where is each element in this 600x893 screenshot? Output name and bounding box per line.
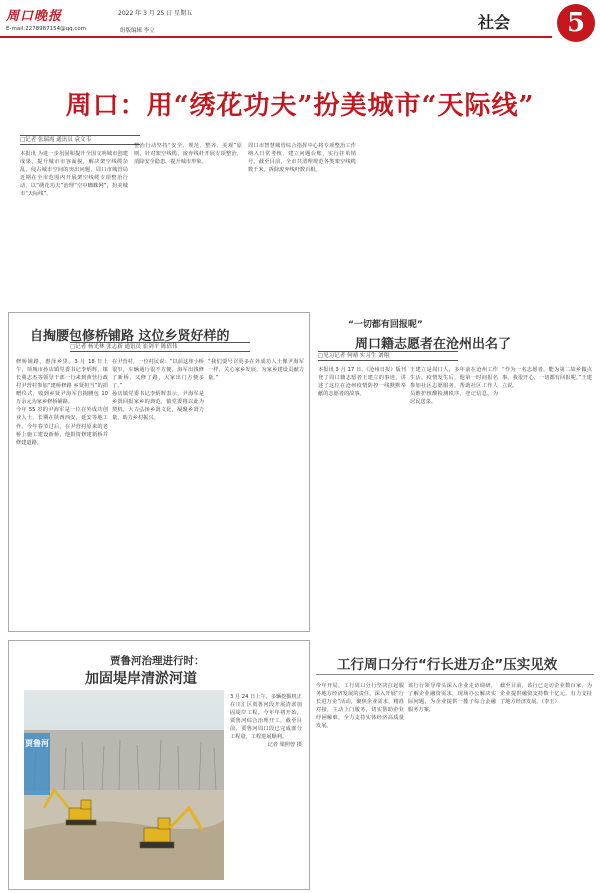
story3-column-2 xyxy=(410,366,498,631)
story2-column-2 xyxy=(112,358,204,626)
story3-column-1 xyxy=(318,366,406,631)
story5-column-2 xyxy=(408,682,496,887)
photo-illustration xyxy=(24,690,224,880)
story4-headline[interactable]: 加固堤岸清淤河道 xyxy=(85,671,197,687)
story3-byline: □见习记者 何晴 实习生 刘翔 xyxy=(318,351,458,361)
story3-paragraph: “作为一名志愿者，能为第二故乡做点事，我很开心，一切都有回报呢。”王建立说。 xyxy=(502,367,592,390)
lead-byline: □记者 张瑞霞 通讯员 袁文韦 xyxy=(20,135,140,145)
lead-column-2 xyxy=(134,142,242,305)
story5-headline[interactable]: 工行周口分行“行长进万企”压实见效 xyxy=(337,657,558,673)
story2-headline[interactable]: 自掏腰包修桥铺路 这位乡贤好样的 xyxy=(30,329,230,344)
section-title: 社会 xyxy=(478,13,511,32)
lead-column-4 xyxy=(362,142,470,305)
lead-column-3 xyxy=(248,142,356,305)
story3-column-3 xyxy=(502,366,592,631)
story4-kicker: 贾鲁河治理进行时： xyxy=(110,655,205,667)
story3-paragraph: 本报讯 3 月 17 日，《沧州日报》版刊登了周口籍志愿者王建立的事迹，讲述了这位在沧州疫情防控一线默默奉献的志愿者的故事。 xyxy=(318,367,406,398)
story5-divider xyxy=(316,674,594,675)
story5-paragraph: 该行行领导带头深入企业走访调研，了解企业融资需求，现场办公解决实际问题，为企业提供一揽子综合金融服务方案。 xyxy=(408,683,496,714)
story5-paragraph: 今年开局，工行周口分行坚决扛起服务地方经济发展的责任，深入开展“行长进万企”活动，聚焦企业需求，精准对接，主动上门服务，切实帮助企业纾困解难，全力支持实体经济高质量发展。 xyxy=(316,683,404,730)
story2-byline: □记者 杨光林 张志新 通讯员 崔剑平 陈倩伟 xyxy=(70,342,250,352)
story2-paragraph: 今年 55 岁的尹海军是一位在外成功创业人士，长期在陕西西安、延安等地工作。今年春节过后，在尹营村原来的老桥上施工建设新桥，他捐资修建新桥并修建道路。 xyxy=(16,407,108,446)
excavator-river-photo xyxy=(24,690,224,880)
story5-column-1 xyxy=(316,682,404,887)
contact-email: E-mail:2278987154@qq.com xyxy=(6,26,87,32)
story2-paragraph: 孙店镇党委书记李炳辉表示，尹海军是乡贤回报家乡的典范，镇党委将以此为契机，大力弘扬乡贤文化，凝聚乡贤力量，助力乡村振兴。 xyxy=(112,391,204,422)
page-number-badge: 5 xyxy=(557,4,595,42)
lead-paragraph: 本报讯 为进一步巩固和提升全国文明城市创建成果，提升城市市容面貌，解决架空线缆杂乱、侵占城市空间的突出问题，周口市城管局近期在全市范围内开展架空线缆专项整治行动，以“绣花功夫”治理“空中蜘蛛网”，扮美城市“天际线”。 xyxy=(20,151,128,198)
header-divider xyxy=(0,36,552,38)
issue-date: 2022 年 3 月 25 日 星期五 xyxy=(118,10,193,17)
lead-headline[interactable]: 周口：用“绣花功夫”扮美城市“天际线” xyxy=(65,91,535,121)
lead-paragraph: 整治行动坚持“安全、规范、整齐、美观”原则，针对架空线缆、废弃线杆开展专项整治，消除安全隐患，提升城市形象。 xyxy=(134,143,242,166)
photo-label-box: 贾鲁河 xyxy=(24,733,50,795)
story4-text-column xyxy=(230,693,302,883)
story3-paragraph: 王建立是周口人，多年前在沧州工作生活。疫情发生后，他第一时间报名参加社区志愿服务，帮助社区工作人员维护核酸检测秩序、登记信息、为居民送菜。 xyxy=(410,367,498,406)
lead-paragraph: 周口市智慧城管综合指挥中心将专项整治工作纳入日常考核，建立问题台账，实行挂单销号。截至目前，全市共清理规范各类架空线缆数千米，拆除废弃线杆数百根。 xyxy=(248,143,356,174)
story5-paragraph: 截至目前，该行已走访企业数百家，为企业提供融资支持数十亿元，有力支持了地方经济发展。（李玉） xyxy=(500,683,592,706)
story3-headline[interactable]: 周口籍志愿者在沧州出名了 xyxy=(355,337,512,352)
lead-column-5 xyxy=(476,142,588,305)
story4-photo-credit: 记者 梁照曾 摄 xyxy=(267,742,302,749)
layout-editor: 组版编辑 李立 xyxy=(120,28,155,34)
story2-paragraph: 在尹营村，一位村民说：“以前这座小桥很窄，车辆通行很不方便，海军出钱修了新桥，又修了路，大家出门方便多了。” xyxy=(112,359,204,390)
story2-paragraph: “我们要号召更多在外成功人士像尹海军一样，关心家乡发展，为家乡建设贡献力量。” xyxy=(208,359,304,382)
story2-paragraph: 修桥铺路，惠泽乡里。3 月 18 日上午，项城市孙店镇党委书记李炳辉，镇长冀志杰等领导干部一行来到黄营行政村尹营村参加“建桥修路 乡贤担当”的捐赠仪式，收到乡贤尹海军自掏腰包 10 万余元为家乡修桥铺路。 xyxy=(16,359,108,406)
story2-column-3 xyxy=(208,358,304,626)
lead-column-1 xyxy=(20,150,128,305)
story3-kicker: “一切都有回报呢” xyxy=(348,320,423,330)
story5-column-3 xyxy=(500,682,592,887)
story2-column-1 xyxy=(16,358,108,626)
masthead-logo: 周口晚报 xyxy=(6,9,63,24)
story4-paragraph: 3 月 24 日上午，多辆挖掘机正在川汇区贾鲁河段开展清淤加固堤岸工程。今年年初开始，贾鲁河综合治理开工，截至目前，贾鲁河周口段已完成部分工程量，工程进展顺利。 xyxy=(230,694,302,741)
